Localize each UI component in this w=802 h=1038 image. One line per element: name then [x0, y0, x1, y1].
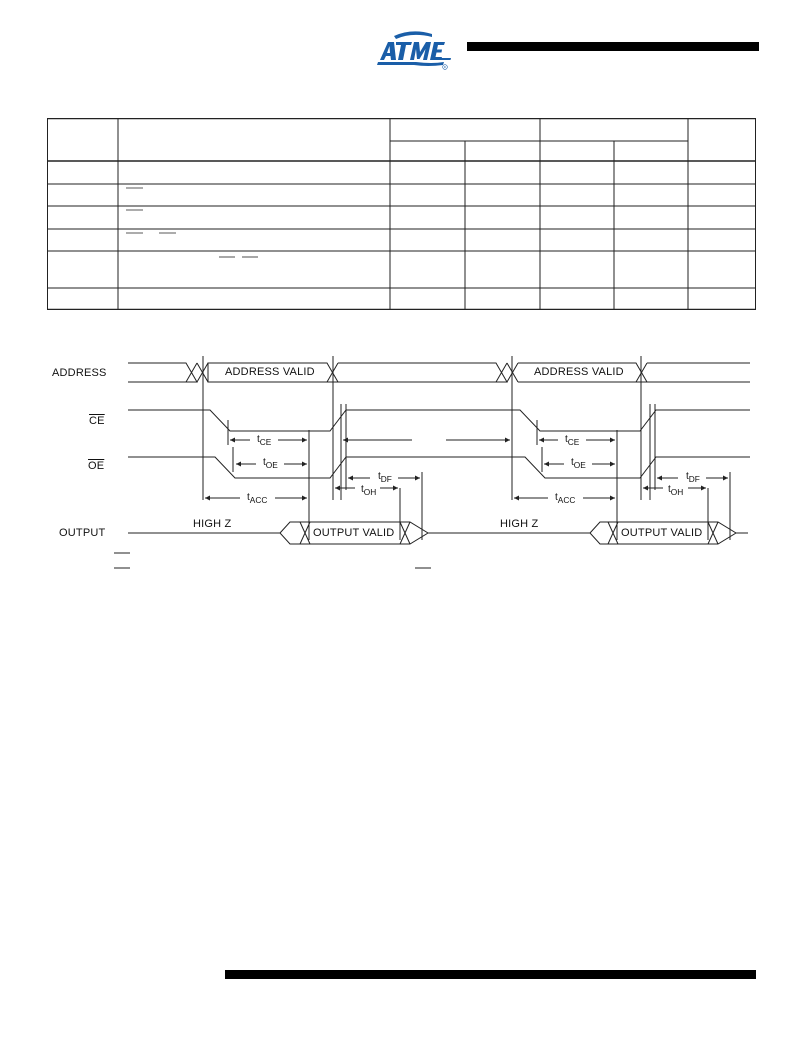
t-sub: DF: [688, 474, 700, 484]
signal-label-address: ADDRESS: [52, 367, 107, 379]
address-valid-label-1: ADDRESS VALID: [225, 366, 315, 378]
t-sub: DF: [380, 474, 392, 484]
t-sub: OH: [670, 487, 684, 497]
signal-label-oe: $\overline{OE}$: [88, 460, 105, 472]
timing-diagram: [0, 340, 802, 600]
address-valid-label-2: ADDRESS VALID: [534, 366, 624, 378]
t-glyph: t: [555, 492, 558, 503]
t-sub: OE: [573, 460, 586, 470]
svg-text:R: R: [443, 65, 446, 70]
output-valid-label-2: OUTPUT VALID: [621, 527, 703, 539]
t-glyph: t: [247, 492, 250, 503]
atmel-logo: [372, 30, 452, 70]
t-glyph: t: [686, 471, 689, 482]
t-glyph: t: [263, 457, 266, 468]
t-df-label-2: [686, 471, 700, 484]
t-glyph: t: [571, 457, 574, 468]
t-glyph: t: [668, 484, 671, 495]
t-df-label-1: [378, 471, 392, 484]
t-oh-label-2: [668, 484, 683, 497]
spec-table: [47, 118, 756, 310]
output-valid-label-1: OUTPUT VALID: [313, 527, 395, 539]
t-glyph: t: [361, 484, 364, 495]
t-acc-label-2: [555, 492, 575, 505]
t-glyph: t: [378, 471, 381, 482]
t-sub: ACC: [557, 495, 576, 505]
signal-label-output: OUTPUT: [59, 527, 106, 539]
t-sub: OE: [265, 460, 278, 470]
high-z-label-1: HIGH Z: [193, 518, 232, 530]
t-sub: ACC: [249, 495, 268, 505]
high-z-label-2: HIGH Z: [500, 518, 539, 530]
t-oe-label-1: [263, 457, 278, 470]
t-sub: OH: [363, 487, 377, 497]
t-glyph: t: [257, 434, 260, 445]
t-ce-label-1: [257, 434, 271, 447]
signal-label-ce: $\overline{CE}$: [89, 415, 105, 427]
t-ce-label-2: [565, 434, 579, 447]
header-rule: [467, 42, 759, 51]
t-acc-label-1: [247, 492, 267, 505]
t-oe-label-2: [571, 457, 586, 470]
t-glyph: t: [565, 434, 568, 445]
footer-rule: [225, 970, 756, 979]
t-sub: CE: [567, 437, 580, 447]
t-sub: CE: [259, 437, 272, 447]
t-oh-label-1: [361, 484, 376, 497]
